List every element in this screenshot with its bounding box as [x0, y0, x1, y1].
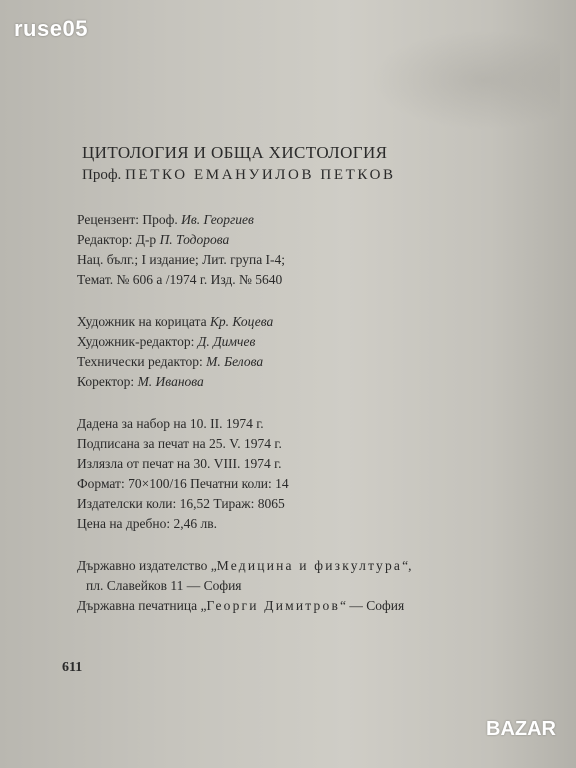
author-line	[82, 167, 396, 184]
cover-artist-line	[77, 314, 273, 330]
tech-editor-label: Технически редактор:	[77, 354, 203, 369]
bazar-logo: BAZAR	[486, 718, 556, 740]
printer-prefix: Държавна печатница „	[77, 598, 207, 613]
corrector-label: Коректор:	[77, 374, 135, 389]
cover-artist-label: Художник на корицата	[77, 314, 207, 329]
format-line: Формат: 70×100/16 Печатни коли: 14	[77, 476, 289, 491]
printer-line	[77, 598, 404, 614]
tech-editor-line	[77, 354, 263, 370]
art-editor-line	[77, 334, 255, 350]
art-editor-label: Художник-редактор:	[77, 334, 195, 349]
editor-label: Редактор: Д-р	[77, 232, 157, 247]
print-signed-line: Подписана за печат на 25. V. 1974 г.	[77, 436, 282, 451]
publisher-house-name: Медицина и физкултура	[216, 558, 403, 573]
cover-artist-name: Кр. Коцева	[209, 314, 274, 329]
nationality-line: Нац. бълг.; I издание; Лит. група I-4;	[77, 252, 286, 267]
author-prefix: Проф.	[82, 167, 122, 183]
editor-name: П. Тодорова	[159, 232, 230, 247]
publisher-house-suffix: “,	[402, 558, 412, 573]
themat-line: Темат. № 606 а /1974 г. Изд. № 5640	[77, 272, 283, 287]
printer-name: Георги Димитров	[206, 598, 341, 613]
sheets-line: Издателски коли: 16,52 Тираж: 8065	[77, 496, 285, 511]
author-name: ПЕТКО ЕМАНУИЛОВ ПЕТКОВ	[125, 167, 396, 183]
price-line: Цена на дребно: 2,46 лв.	[77, 516, 217, 531]
publisher-address-line: пл. Славейков 11 — София	[86, 578, 242, 593]
book-title: ЦИТОЛОГИЯ И ОБЩА ХИСТОЛОГИЯ	[82, 143, 388, 162]
tech-editor-name: М. Белова	[206, 354, 264, 369]
publisher-house-prefix: Държавно издателство „	[77, 558, 217, 573]
art-editor-name: Д. Димчев	[197, 334, 256, 349]
corrector-line	[77, 374, 204, 390]
reviewer-name: Ив. Георгиев	[181, 212, 254, 227]
publisher-house-line	[77, 558, 411, 574]
reviewer-line	[77, 212, 254, 228]
editor-line	[77, 232, 229, 248]
print-released-line: Излязла от печат на 30. VIII. 1974 г.	[77, 456, 282, 471]
page-number: 611	[62, 660, 83, 675]
printer-suffix: “ — София	[340, 598, 405, 613]
corrector-name: М. Иванова	[137, 374, 204, 389]
reviewer-label: Рецензент: Проф.	[77, 212, 178, 227]
print-set-line: Дадена за набор на 10. II. 1974 г.	[77, 416, 264, 431]
watermark-text: ruse05	[14, 16, 88, 41]
